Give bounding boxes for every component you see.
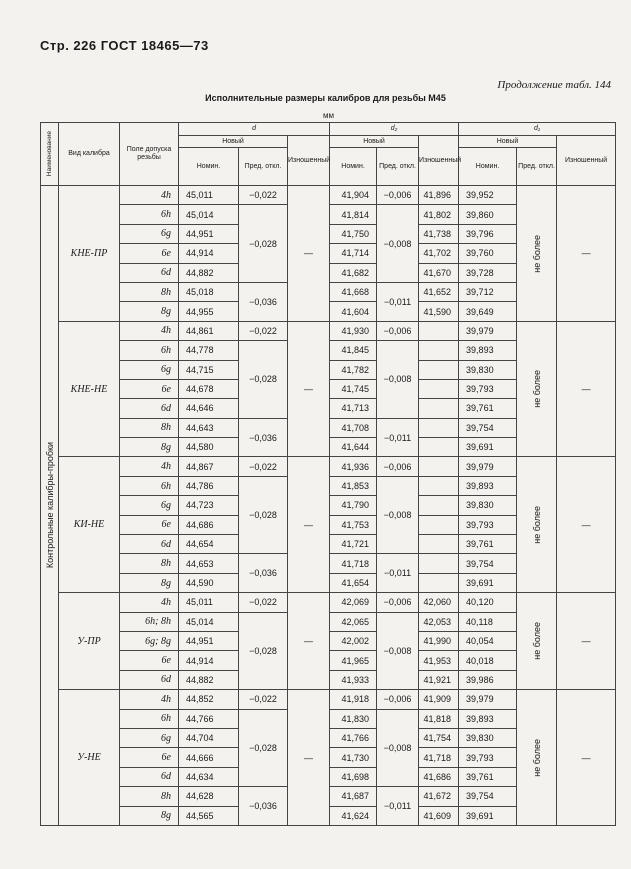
d2-deviation: −0,008: [377, 709, 419, 787]
d1-nominal: 39,860: [459, 205, 517, 224]
tolerance-field: 6h: [120, 476, 179, 495]
d2-worn: 41,802: [419, 205, 459, 224]
tolerance-field: 6d: [120, 263, 179, 282]
d1-deviation: [517, 457, 557, 593]
d-deviation: −0,022: [239, 321, 288, 340]
tolerance-field: 6d: [120, 399, 179, 418]
tolerance-field: 4h: [120, 186, 179, 205]
col-tol-header: Поле допуска резьбы: [120, 123, 179, 186]
d1-nominal: 39,952: [459, 186, 517, 205]
tolerance-field: 6d: [120, 535, 179, 554]
d2-nominal: 41,766: [330, 728, 377, 747]
d1-nominal: 39,712: [459, 282, 517, 301]
d-nominal: 44,861: [179, 321, 239, 340]
d1-nominal: 39,893: [459, 709, 517, 728]
d2-worn: 41,909: [419, 690, 459, 709]
d1-nominal: 39,796: [459, 224, 517, 243]
d2-nominal: 41,745: [330, 379, 377, 398]
d2-nom-header: Номин.: [330, 148, 377, 186]
d-nom-header: Номин.: [179, 148, 239, 186]
ne-bolee-label: не более: [531, 234, 542, 273]
d-nominal: 44,882: [179, 670, 239, 689]
d1-nominal: 39,893: [459, 341, 517, 360]
d2-nominal: 42,002: [330, 631, 377, 650]
tolerance-field: 6h: [120, 709, 179, 728]
d2-worn: [419, 476, 459, 495]
d1-nominal: 39,979: [459, 457, 517, 476]
d1-nominal: 39,793: [459, 379, 517, 398]
tolerance-field: 8g: [120, 573, 179, 592]
d2-deviation: −0,006: [377, 457, 419, 476]
d-worn-header: Изношенный: [288, 136, 330, 186]
d2-worn: 41,921: [419, 670, 459, 689]
d1-deviation: [517, 186, 557, 322]
d-nominal: 44,955: [179, 302, 239, 321]
d2-worn: 41,896: [419, 186, 459, 205]
d1-nominal: 39,979: [459, 321, 517, 340]
d2-nominal: 41,904: [330, 186, 377, 205]
gauge-kind: У-НЕ: [59, 690, 120, 826]
d2-nominal: 41,708: [330, 418, 377, 437]
d-worn: —: [288, 690, 330, 826]
d1-nominal: 39,761: [459, 399, 517, 418]
d-nominal: 44,654: [179, 535, 239, 554]
d-worn: —: [288, 186, 330, 322]
gauge-kind: КНЕ-ПР: [59, 186, 120, 322]
d1-nominal: 39,754: [459, 787, 517, 806]
d1-nominal: 39,793: [459, 515, 517, 534]
tolerance-field: 8g: [120, 438, 179, 457]
d2-nominal: 41,814: [330, 205, 377, 224]
d2-worn: 41,609: [419, 806, 459, 825]
d2-worn: [419, 573, 459, 592]
side-label: [41, 186, 59, 826]
d2-nominal: 41,782: [330, 360, 377, 379]
d1-nominal: 39,754: [459, 554, 517, 573]
d1-nom-header: Номин.: [459, 148, 517, 186]
d1-worn: —: [557, 690, 616, 826]
d1-nominal: 39,649: [459, 302, 517, 321]
d1-nominal: 39,728: [459, 263, 517, 282]
d1-worn: —: [557, 457, 616, 593]
d-nominal: 44,565: [179, 806, 239, 825]
d-nominal: 44,951: [179, 631, 239, 650]
d2-nominal: 41,790: [330, 496, 377, 515]
tolerance-field: 6e: [120, 515, 179, 534]
d1-nominal: 39,793: [459, 748, 517, 767]
d1-dev-header: Пред. откл.: [517, 148, 557, 186]
d1-deviation: [517, 690, 557, 826]
d1-nominal: 40,120: [459, 593, 517, 612]
d1-nominal: 39,760: [459, 244, 517, 263]
d-nominal: 44,678: [179, 379, 239, 398]
d-nominal: 44,914: [179, 244, 239, 263]
table-row: [41, 593, 616, 612]
d2-worn: 42,060: [419, 593, 459, 612]
d-deviation: −0,028: [239, 612, 288, 690]
d2-worn: [419, 496, 459, 515]
d-nominal: 44,715: [179, 360, 239, 379]
d2-nominal: 41,965: [330, 651, 377, 670]
d2-worn: [419, 379, 459, 398]
d2-deviation: −0,006: [377, 186, 419, 205]
d-nominal: 44,914: [179, 651, 239, 670]
d2-worn: 41,670: [419, 263, 459, 282]
tolerance-field: 4h: [120, 690, 179, 709]
d-nominal: 44,786: [179, 476, 239, 495]
d2-nominal: 41,933: [330, 670, 377, 689]
d1-worn: —: [557, 321, 616, 457]
gauge-kind: КНЕ-НЕ: [59, 321, 120, 457]
col-name-header: Наименование: [41, 123, 59, 186]
col-d2-header: d₂: [330, 123, 459, 136]
d-nominal: 44,666: [179, 748, 239, 767]
tolerance-field: 6h: [120, 341, 179, 360]
table-title: Исполнительные размеры калибров для резьбы М45: [205, 93, 446, 103]
d2-deviation: −0,008: [377, 476, 419, 554]
unit-label: мм: [323, 111, 334, 120]
tolerance-field: 4h: [120, 321, 179, 340]
d2-worn: [419, 360, 459, 379]
d1-worn: —: [557, 593, 616, 690]
tolerance-field: 8h: [120, 282, 179, 301]
d-nominal: 44,653: [179, 554, 239, 573]
d2-deviation: −0,008: [377, 612, 419, 690]
d-nominal: 44,686: [179, 515, 239, 534]
d-nominal: 45,018: [179, 282, 239, 301]
d2-worn: 41,738: [419, 224, 459, 243]
d2-nominal: 42,069: [330, 593, 377, 612]
d-deviation: −0,022: [239, 186, 288, 205]
d2-nominal: 41,713: [330, 399, 377, 418]
d-deviation: −0,028: [239, 205, 288, 283]
gauge-kind: КИ-НЕ: [59, 457, 120, 593]
d-worn: —: [288, 593, 330, 690]
d2-worn: [419, 535, 459, 554]
d2-nominal: 41,753: [330, 515, 377, 534]
d-nominal: 44,867: [179, 457, 239, 476]
d2-worn: [419, 515, 459, 534]
d2-nominal: 41,730: [330, 748, 377, 767]
d1-nominal: 39,893: [459, 476, 517, 495]
d-nominal: 44,580: [179, 438, 239, 457]
d-nominal: 45,011: [179, 593, 239, 612]
d2-deviation: −0,008: [377, 341, 419, 419]
d2-worn: 41,652: [419, 282, 459, 301]
tolerance-field: 6g: [120, 360, 179, 379]
d2-worn: 41,686: [419, 767, 459, 786]
table-row: [41, 690, 616, 709]
d1-deviation: [517, 321, 557, 457]
tolerance-field: 6g: [120, 728, 179, 747]
d-nominal: 44,723: [179, 496, 239, 515]
d2-nominal: 41,668: [330, 282, 377, 301]
d1-nominal: 40,018: [459, 651, 517, 670]
d1-deviation: [517, 593, 557, 690]
d1-worn-header: Изношенный: [557, 136, 616, 186]
col-kind-header: Вид калибра: [59, 123, 120, 186]
table-body: [41, 186, 616, 826]
d-deviation: −0,036: [239, 554, 288, 593]
tolerance-field: 4h: [120, 457, 179, 476]
tolerance-field: 8h: [120, 418, 179, 437]
d2-nominal: 41,698: [330, 767, 377, 786]
d1-nominal: 39,691: [459, 573, 517, 592]
d-deviation: −0,036: [239, 418, 288, 457]
d-new-header: Новый: [179, 136, 288, 148]
col-d-header: d: [179, 123, 330, 136]
page-reference: Стр. 226 ГОСТ 18465—73: [40, 38, 209, 53]
d1-nominal: 39,761: [459, 767, 517, 786]
d1-nominal: 39,830: [459, 360, 517, 379]
d-nominal: 44,634: [179, 767, 239, 786]
d-deviation: −0,028: [239, 709, 288, 787]
d2-deviation: −0,006: [377, 321, 419, 340]
tolerance-field: 6d: [120, 767, 179, 786]
tolerance-field: 6g: [120, 496, 179, 515]
d2-worn: [419, 457, 459, 476]
d2-dev-header: Пред. откл.: [377, 148, 419, 186]
d2-nominal: 41,687: [330, 787, 377, 806]
d-nominal: 44,643: [179, 418, 239, 437]
tolerance-field: 8g: [120, 806, 179, 825]
d2-nominal: 41,930: [330, 321, 377, 340]
d2-nominal: 41,644: [330, 438, 377, 457]
d2-new-header: Новый: [330, 136, 419, 148]
d2-nominal: 41,682: [330, 263, 377, 282]
d-nominal: 44,646: [179, 399, 239, 418]
d2-nominal: 41,936: [330, 457, 377, 476]
d1-new-header: Новый: [459, 136, 557, 148]
d2-nominal: 41,918: [330, 690, 377, 709]
table-row: [41, 457, 616, 476]
d2-deviation: −0,011: [377, 418, 419, 457]
d-nominal: 44,628: [179, 787, 239, 806]
d1-nominal: 39,691: [459, 806, 517, 825]
d2-deviation: −0,006: [377, 690, 419, 709]
d2-nominal: 41,830: [330, 709, 377, 728]
d2-worn: [419, 554, 459, 573]
d2-worn-header: Изношенный: [419, 136, 459, 186]
col-d1-header: d₁: [459, 123, 616, 136]
tolerance-field: 6e: [120, 379, 179, 398]
d2-worn: 41,754: [419, 728, 459, 747]
ne-bolee-label: не более: [531, 505, 542, 544]
ne-bolee-label: не более: [531, 622, 542, 661]
d2-worn: 41,718: [419, 748, 459, 767]
d2-deviation: −0,011: [377, 282, 419, 321]
tolerance-field: 6e: [120, 651, 179, 670]
side-label-text: Контрольные калибры-пробки: [44, 442, 55, 569]
d2-nominal: 42,065: [330, 612, 377, 631]
d-nominal: 44,590: [179, 573, 239, 592]
d-nominal: 44,704: [179, 728, 239, 747]
d2-worn: 41,818: [419, 709, 459, 728]
d-nominal: 45,014: [179, 612, 239, 631]
tolerance-field: 8g: [120, 302, 179, 321]
d2-worn: [419, 438, 459, 457]
d1-nominal: 39,830: [459, 728, 517, 747]
d2-nominal: 41,845: [330, 341, 377, 360]
d-nominal: 44,778: [179, 341, 239, 360]
d2-worn: 42,053: [419, 612, 459, 631]
d2-nominal: 41,750: [330, 224, 377, 243]
d2-worn: 41,702: [419, 244, 459, 263]
d-deviation: −0,028: [239, 341, 288, 419]
d-dev-header: Пред. откл.: [239, 148, 288, 186]
d1-nominal: 39,830: [459, 496, 517, 515]
d-worn: —: [288, 321, 330, 457]
d2-worn: 41,672: [419, 787, 459, 806]
d-nominal: 45,014: [179, 205, 239, 224]
d-nominal: 44,852: [179, 690, 239, 709]
d2-deviation: −0,008: [377, 205, 419, 283]
table-continuation-note: Продолжение табл. 144: [497, 79, 611, 91]
d2-worn: [419, 321, 459, 340]
d-nominal: 45,011: [179, 186, 239, 205]
d2-worn: 41,953: [419, 651, 459, 670]
d2-deviation: −0,006: [377, 593, 419, 612]
tolerance-field: 6g: [120, 224, 179, 243]
d-deviation: −0,022: [239, 690, 288, 709]
d2-worn: 41,990: [419, 631, 459, 650]
table-row: [41, 321, 616, 340]
d-worn: —: [288, 457, 330, 593]
tolerance-field: 6h: [120, 205, 179, 224]
d2-deviation: −0,011: [377, 787, 419, 826]
d2-worn: 41,590: [419, 302, 459, 321]
d1-nominal: 39,761: [459, 535, 517, 554]
d1-nominal: 39,979: [459, 690, 517, 709]
d2-nominal: 41,721: [330, 535, 377, 554]
d1-nominal: 40,118: [459, 612, 517, 631]
tolerance-field: 8h: [120, 787, 179, 806]
d2-nominal: 41,853: [330, 476, 377, 495]
d-deviation: −0,036: [239, 282, 288, 321]
ne-bolee-label: не более: [531, 738, 542, 777]
d1-nominal: 40,054: [459, 631, 517, 650]
d2-worn: [419, 399, 459, 418]
tolerance-field: 6e: [120, 748, 179, 767]
tolerance-field: 6d: [120, 670, 179, 689]
d2-nominal: 41,718: [330, 554, 377, 573]
d1-nominal: 39,691: [459, 438, 517, 457]
table-row: [41, 186, 616, 205]
tolerance-field: 8h: [120, 554, 179, 573]
d-nominal: 44,882: [179, 263, 239, 282]
d-deviation: −0,036: [239, 787, 288, 826]
d2-nominal: 41,714: [330, 244, 377, 263]
d2-worn: [419, 418, 459, 437]
d2-nominal: 41,654: [330, 573, 377, 592]
calibers-table: [40, 122, 616, 826]
d2-nominal: 41,604: [330, 302, 377, 321]
d-nominal: 44,951: [179, 224, 239, 243]
d2-deviation: −0,011: [377, 554, 419, 593]
tolerance-field: 6g; 8g: [120, 631, 179, 650]
d2-worn: [419, 341, 459, 360]
tolerance-field: 6e: [120, 244, 179, 263]
d-nominal: 44,766: [179, 709, 239, 728]
d-deviation: −0,022: [239, 457, 288, 476]
tolerance-field: 6h; 8h: [120, 612, 179, 631]
d-deviation: −0,022: [239, 593, 288, 612]
d1-nominal: 39,754: [459, 418, 517, 437]
d1-worn: —: [557, 186, 616, 322]
d-deviation: −0,028: [239, 476, 288, 554]
ne-bolee-label: не более: [531, 370, 542, 408]
d2-nominal: 41,624: [330, 806, 377, 825]
tolerance-field: 4h: [120, 593, 179, 612]
d1-nominal: 39,986: [459, 670, 517, 689]
gauge-kind: У-ПР: [59, 593, 120, 690]
